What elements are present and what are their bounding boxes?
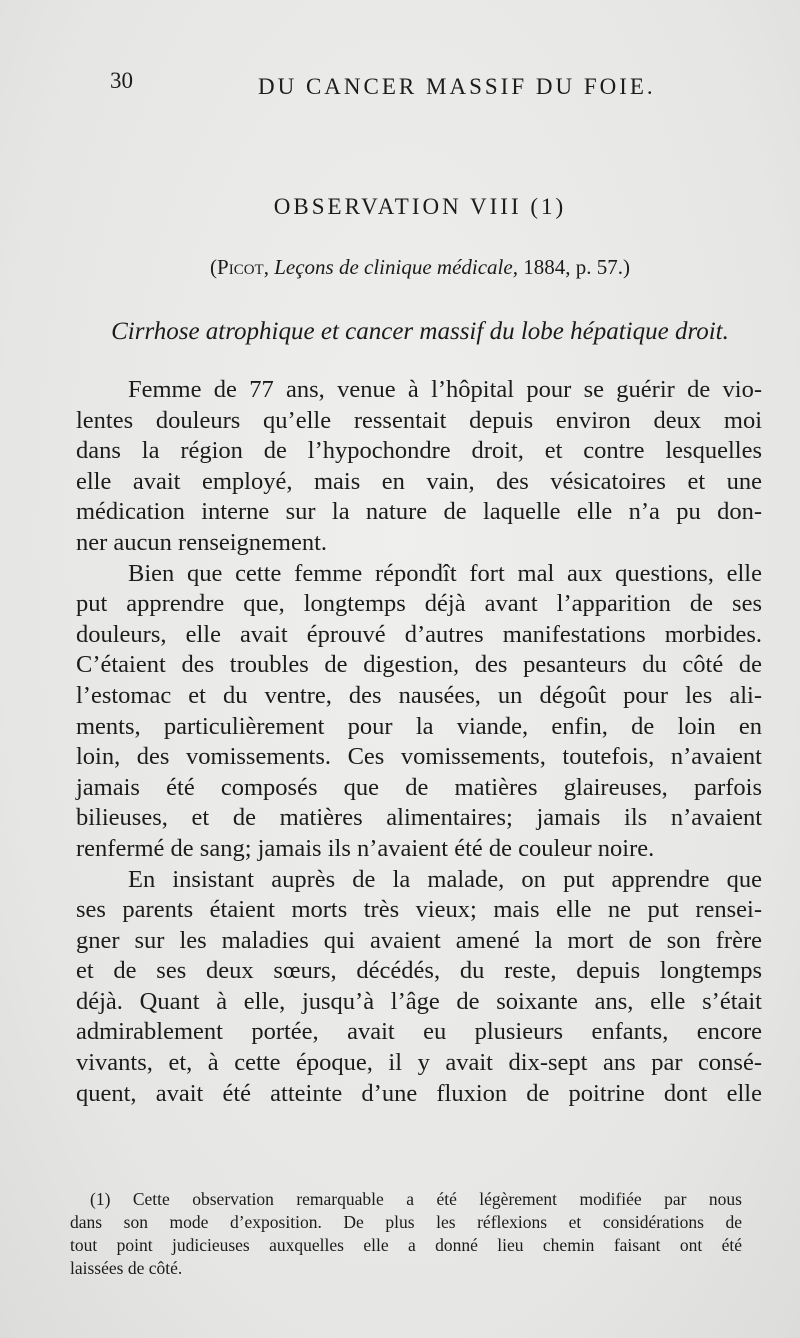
text-line: médication interne sur la nature de laquelle elle n’a pu don- — [76, 498, 762, 526]
body-text — [76, 375, 762, 1109]
observation-title: OBSERVATION VIII (1) — [273, 194, 567, 219]
text-line: put apprendre que, longtemps déjà avant l’apparition de ses — [76, 590, 762, 618]
text-line: admirablement portée, avait eu plusieurs enfants, encore — [76, 1018, 762, 1046]
text-line: ments, particulièrement pour la viande, enfin, de loin en — [76, 712, 762, 740]
text-line: ner aucun renseignement. — [76, 528, 328, 556]
text-line: jamais été composés que de matières glaireuses, parfois — [76, 773, 762, 801]
source-author: Picot, — [217, 255, 269, 279]
running-head — [0, 68, 800, 108]
page-number: 30 — [110, 68, 133, 93]
text-line: lentes douleurs qu’elle ressentait depuis environ deux moi — [76, 406, 762, 434]
observation-subtitle: Cirrhose atrophique et cancer massif du lobe hépatique droit. — [111, 318, 729, 345]
text-line: En insistant auprès de la malade, on put apprendre que — [128, 865, 762, 893]
text-line: dans la région de l’hypochondre droit, et contre lesquelles — [76, 437, 762, 465]
text-line: loin, des vomissements. Ces vomissements, toutefois, n’avaient — [76, 743, 762, 771]
text-line: bilieuses, et de matières alimentaires; jamais ils n’avaient — [76, 804, 762, 832]
text-line: quent, avait été atteinte d’une fluxion de poitrine dont elle — [76, 1079, 762, 1107]
text-line: Femme de 77 ans, venue à l’hôpital pour se guérir de vio- — [128, 376, 762, 403]
footnote-line: tout point judicieuses auxquelles elle a donné lieu chemin faisant ont été — [70, 1235, 742, 1255]
text-line: gner sur les maladies qui avaient amené la mort de son frère — [76, 926, 762, 954]
text-line: C’étaient des troubles de digestion, des pesanteurs du côté de — [76, 651, 762, 679]
footnote — [70, 1188, 742, 1280]
text-line: renfermé de sang; jamais ils n’avaient été de couleur noire. — [76, 834, 655, 862]
text-line: déjà. Quant à elle, jusqu’à l’âge de soixante ans, elle s’était — [76, 987, 762, 1015]
text-line: elle avait employé, mais en vain, des vésicatoires et une — [76, 467, 762, 495]
text-line: et de ses deux sœurs, décédés, du reste, depuis longtemps — [76, 957, 762, 985]
source-book: Leçons de clinique médicale, — [274, 255, 518, 279]
source-reference: 1884, p. 57.) — [517, 255, 630, 279]
footnote-line: (1) Cette observation remarquable a été légèrement modifiée par nous — [90, 1189, 742, 1209]
text-line: l’estomac et du ventre, des nausées, un dégoût pour les ali- — [76, 681, 762, 709]
footnote-line: laissées de côté. — [70, 1258, 183, 1278]
source-open-paren: ( — [210, 255, 218, 279]
text-line: douleurs, elle avait éprouvé d’autres manifestations morbides. — [76, 620, 762, 648]
running-title: DU CANCER MASSIF DU FOIE. — [258, 74, 656, 99]
footnote-line: dans son mode d’exposition. De plus les réflexions et considérations de — [70, 1212, 742, 1232]
text-line: ses parents étaient morts très vieux; mais elle ne put rensei- — [76, 896, 762, 924]
text-line: vivants, et, à cette époque, il y avait dix-sept ans par consé- — [76, 1049, 762, 1077]
text-line: Bien que cette femme répondît fort mal aux questions, elle — [128, 559, 762, 587]
observation-source — [0, 255, 800, 280]
